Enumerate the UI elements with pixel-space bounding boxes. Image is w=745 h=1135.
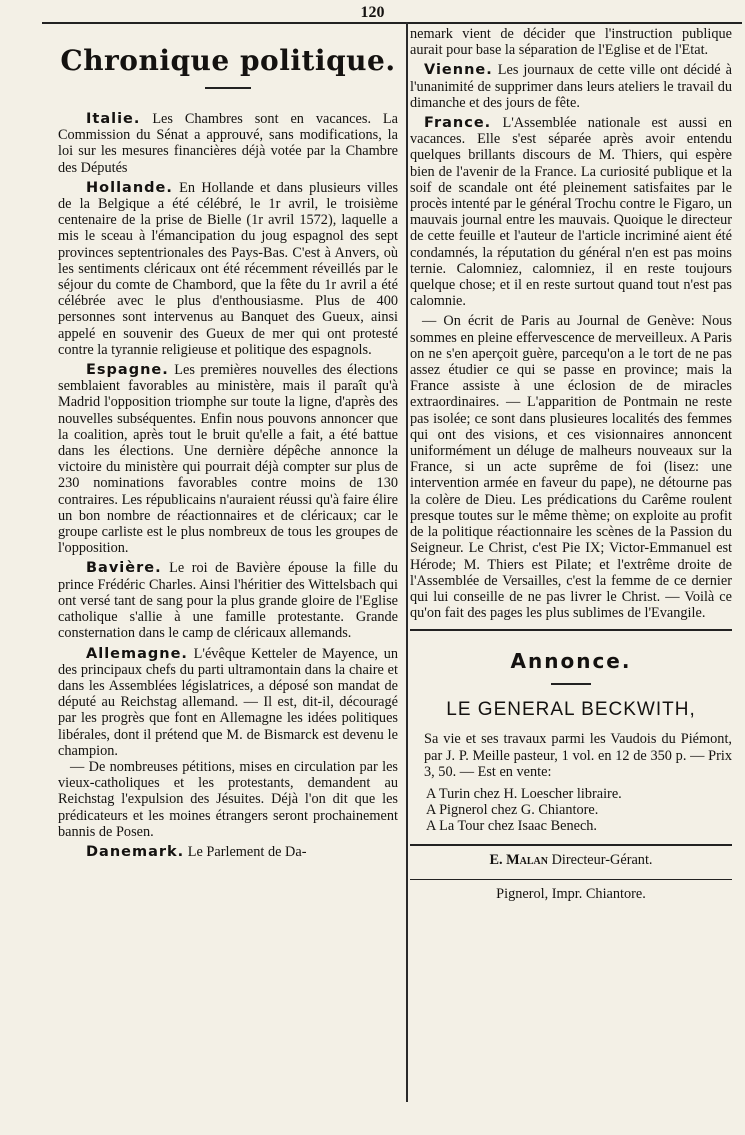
article-hollande [58, 180, 398, 358]
article-text: Les Chambres sont en vacances. La Commission du Sénat a approuvé, sans modifications, la loi sur les mesures financières déjà votée par la Chambre des Députés [58, 111, 398, 176]
country-heading: Allemagne. [86, 645, 188, 662]
article-danemark-continued [410, 26, 732, 58]
article-text: L'évêque Ketteler de Mayence, un des principaux chefs du parti ultramontain dans la chaire et dans les Assemblées législatrices, a déposé son mandat de député au Reichstag allemand. — Il est, dit-il, découragé par les progrès que font en Allemagne les idées politiques libérales, dont il prétend que M. de Bismarck est devenu le champion. [58, 645, 398, 759]
article-baviere [58, 560, 398, 641]
article-allemagne [58, 646, 398, 759]
country-heading: Espagne. [86, 362, 169, 379]
article-france-geneve [410, 313, 732, 621]
page-number: 120 [360, 4, 385, 21]
article-danemark [58, 844, 398, 860]
country-heading: Bavière. [86, 560, 162, 577]
country-heading: Vienne. [424, 62, 493, 79]
book-title: LE GENERAL BECKWITH, [446, 699, 696, 721]
article-text: — De nombreuses pétitions, mises en circulation par les vieux-catholiques et les protestants, demandent au Reichstag l'expulsion des Jésuites. Déjà l'on dit que les prédicateurs et les moines étrangers seront prochainement bannis de Posen. [58, 758, 398, 840]
left-column [58, 26, 398, 860]
country-heading: Hollande. [86, 179, 173, 196]
article-vienne [410, 62, 732, 111]
article-text: Les premières nouvelles des élections semblaient favorables au ministère, mais il paraît qu'à Madrid l'opposition triomphe sur toute la ligne, d'après des nouvelles subséquentes. Enfin nous pouvons annoncer que la coalition, après tout le bruit qu'elle a fait, a été battue dans les élections. Une dernière dépêche annonce la victoire du ministère qui pourrait déjà compter sur plus de 230 nominations favorables contre moins de 130 contraires. Les républicains n'auraient réussi qu'à faire élire un bon nombre de réactionnaires et de cléricaux; car le groupe carliste est le plus nombreux de tous les groupes de l'opposition. [58, 362, 398, 557]
seller-turin: A Turin chez H. Loescher libraire. [426, 785, 622, 802]
article-text: En Hollande et dans plusieurs villes de la Belgique a été célébré, le 1r avril, le troisième centenaire de la prise de Bielle (1r avril 1572), laquelle a mis le sceau à l'émancipation du joug espagnol des sept provinces septentrionales des Pays-Bas. C'est à Anvers, où les sentiments cléricaux ont été récemment réveillés par le séjour du comte de Chambord, que la fête du 1r avril a été célébrée avec le plus d'enthousiasme. Plus de 400 personnes sont intervenus au Banquet des Gueux, ainsi appelé en souvenir des Gueux de mer qui ont protesté contre la tyrannie religieuse et politique des espagnols. [58, 179, 398, 358]
article-text: — On écrit de Paris au Journal de Genève: Nous sommes en pleine effervescence de merveilleux. A Paris on ne s'en aperçoit guère, parcequ'on a le tort de ne pas assez étudier ce qui se passe en province; mais la France assiste à une éclosion de de miracles extraordinaires. — L'apparition de Pontmain ne reste pas isolée; ce sont dans plusieures localités des femmes qui ont des visions, et ces visionnaires annoncent uniformément un déluge de malheurs nouveaux sur la France, si un acte suprême de foi (lisez: une intervention armée en faveur du pape), ne détourne pas la colère de Dieu. Les prédications du Carême roulent presque toutes sur le même thème; on exploite au profit de la politique réactionnaire les scènes de la Passion du Seigneur. Le Christ, c'est Pie IX; Victor-Emmanuel est Hérode; M. Thiers est Pilate; et l'extrême droite de l'Assemblée de Versailles, c'est la femme de ce dernier qui lui conseille de ne pas livrer le Christ. — Voilà ce qu'on fait des pages les plus sublimes de l'Evangile. [410, 313, 732, 622]
annonce-heading: Annonce. [510, 649, 632, 674]
footer-rule-2 [410, 879, 732, 880]
article-text: nemark vient de décider que l'instruction publique aurait pour base la séparation de l'Eglise et de l'Etat. [410, 26, 732, 59]
director-line [410, 852, 732, 869]
book-description: Sa vie et ses travaux parmi les Vaudois du Piémont, par J. P. Meille pasteur, 1 vol. en 12 de 350 p. — Prix 3, 50. — Est en vente: [424, 731, 732, 780]
article-text: Le roi de Bavière épouse la fille du prince Frédéric Charles. Ainsi l'héritier des Wittelsbach qui ont versé tant de sang pour la plus grande gloire de l'Eglise catholique s'allie à une famille protestante. Grande consternation dans le camp de cléricaux allemands. [58, 560, 398, 642]
seller-pignerol: A Pignerol chez G. Chiantore. [426, 801, 599, 818]
section-title: Chronique politique. [60, 44, 396, 77]
article-allemagne-petitions [58, 759, 398, 840]
footer-rule [410, 844, 732, 846]
column-divider [406, 22, 408, 1102]
header-rule [42, 22, 742, 24]
annonce-rule [410, 629, 732, 631]
article-text: Le Parlement de Da- [187, 843, 307, 860]
title-rule [205, 87, 251, 89]
article-france [410, 115, 732, 309]
article-italie [58, 111, 398, 176]
right-column [410, 26, 732, 903]
article-text: L'Assemblée nationale est aussi en vacances. Elle s'est séparée après avoir entendu quelques brillants discours de M. Thiers, qui espère bien de l'avenir de la France. La curiosité publique et la soif de scandale ont été pleinement satisfaites par le procès intenté par le général Trochu contre le Figaro, un mauvais journal entre les mauvais. Quoique le directeur de cette feuille et l'auteur de l'article incriminé aient été condamnés, la réputation du général n'en est pas moins ternie. Calomniez, calomniez, il en reste toujours quelque chose; et il en reste surtout quand tout n'est pas calomnie. [410, 115, 732, 310]
printer-line: Pignerol, Impr. Chiantore. [496, 885, 646, 902]
country-heading: France. [424, 115, 492, 132]
article-text: Les journaux de cette ville ont décidé à l'unanimité de supprimer dans leurs ateliers le travail du dimanche et des jours de fête. [410, 62, 732, 111]
country-heading: Italie. [86, 111, 141, 127]
director-name: E. Malan [489, 851, 548, 868]
seller-la-tour: A La Tour chez Isaac Benech. [426, 817, 598, 834]
annonce-title-rule [551, 683, 591, 685]
article-espagne [58, 362, 398, 556]
country-heading: Danemark. [86, 843, 185, 860]
director-role: Directeur-Gérant. [551, 851, 653, 868]
